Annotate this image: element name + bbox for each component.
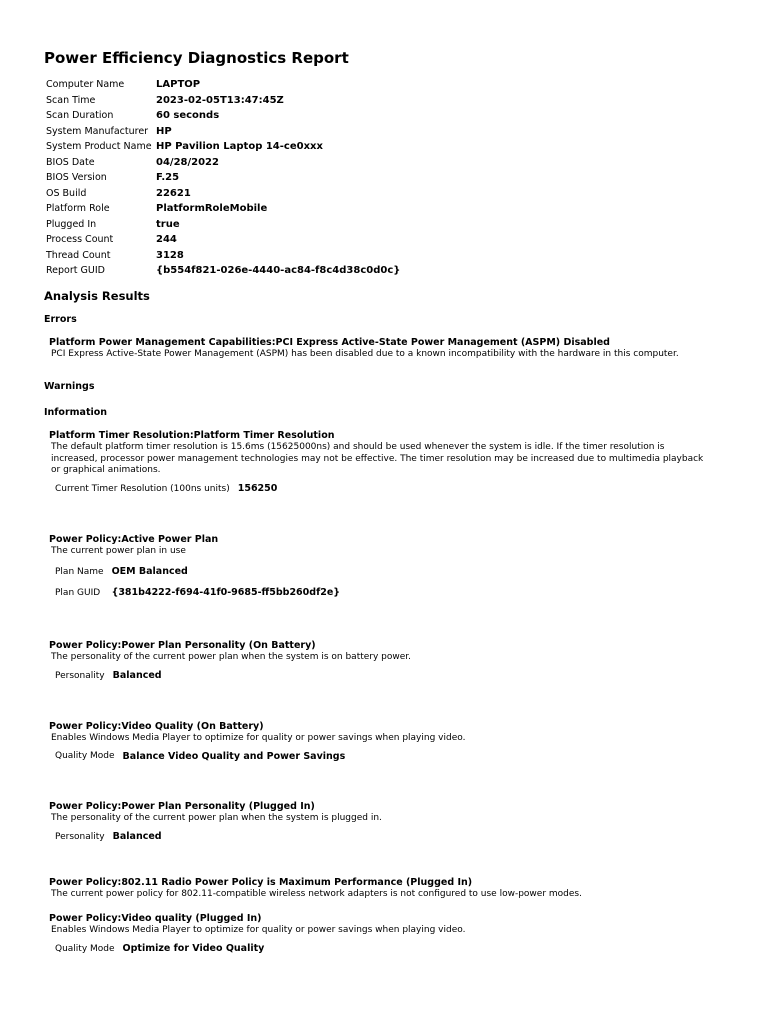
detail-row xyxy=(55,582,340,603)
detail-value: Balanced xyxy=(112,831,162,842)
system-info-value: HP xyxy=(156,125,172,137)
system-info-value: 3128 xyxy=(156,249,184,261)
system-info-label: Scan Time xyxy=(46,94,96,106)
analysis-entry xyxy=(49,912,709,957)
system-info-label: Plugged In xyxy=(46,218,97,230)
entry-description: Enables Windows Media Player to optimize for quality or power savings when playing video. xyxy=(51,732,466,743)
information-heading: Information xyxy=(44,407,108,418)
system-info-label: Report GUID xyxy=(46,265,105,276)
detail-row xyxy=(55,561,340,582)
system-info-row xyxy=(46,263,400,279)
detail-label: Current Timer Resolution (100ns units) xyxy=(55,483,230,494)
detail-label: Plan GUID xyxy=(55,587,101,598)
entry-details-table xyxy=(55,481,277,497)
analysis-entry xyxy=(49,429,709,497)
system-info-value: true xyxy=(156,218,180,230)
entry-description: The current power policy for 802.11-compatible wireless network adapters is not configured to use low-power modes. xyxy=(51,888,582,899)
system-info-row xyxy=(46,77,400,93)
entry-details-table xyxy=(55,668,162,684)
system-info-row xyxy=(46,139,400,155)
entry-details-table xyxy=(55,748,345,764)
entry-title: Power Policy:Video quality (Plugged In) xyxy=(49,913,262,924)
system-info-label: Process Count xyxy=(46,234,114,245)
detail-label: Personality xyxy=(55,670,105,681)
entry-description: Enables Windows Media Player to optimize for quality or power savings when playing video. xyxy=(51,925,466,935)
system-info-label: System Manufacturer xyxy=(46,125,149,137)
analysis-entry xyxy=(49,800,709,845)
system-info-value: 60 seconds xyxy=(156,110,220,121)
detail-value: Optimize for Video Quality xyxy=(122,943,265,954)
entry-details-table xyxy=(55,561,340,603)
system-info-value: 2023-02-05T13:47:45Z xyxy=(156,94,284,106)
system-info-row xyxy=(46,232,400,248)
entry-title: Power Policy:Power Plan Personality (Plugged In) xyxy=(49,801,315,812)
entry-description: The default platform timer resolution is 15.6ms (15625000ns) and should be used whenever the system is idle. If the timer resolution is increased, processor power management technologies may not be effective. The timer resolution may be increased due to multimedia playback or graphical animations. xyxy=(51,442,704,475)
detail-label: Personality xyxy=(55,831,105,842)
system-info-row xyxy=(46,248,400,264)
system-info-value: 04/28/2022 xyxy=(156,156,219,168)
analysis-entry xyxy=(49,336,709,361)
detail-value: 156250 xyxy=(237,483,278,494)
system-info-row xyxy=(46,201,400,217)
entry-description: The current power plan in use xyxy=(51,545,186,556)
entry-description: The personality of the current power plan when the system is plugged in. xyxy=(51,813,382,823)
detail-label: Quality Mode xyxy=(55,943,115,954)
system-info-value: HP Pavilion Laptop 14-ce0xxx xyxy=(156,141,323,152)
analysis-entry xyxy=(49,876,709,901)
detail-label: Quality Mode xyxy=(55,751,115,761)
detail-value: {381b4222-f694-41f0-9685-ff5bb260df2e} xyxy=(111,587,341,598)
system-info-row xyxy=(46,170,400,186)
analysis-entry xyxy=(49,639,709,684)
system-info-label: System Product Name xyxy=(46,141,152,152)
report-title: Power Efficiency Diagnostics Report xyxy=(44,49,349,67)
system-info-table xyxy=(46,77,400,279)
system-info-row xyxy=(46,155,400,171)
system-info-value: PlatformRoleMobile xyxy=(156,203,268,214)
system-info-value: {b554f821-026e-4440-ac84-f8c4d38c0d0c} xyxy=(156,265,401,276)
system-info-label: Computer Name xyxy=(46,79,125,90)
detail-row xyxy=(55,668,162,684)
detail-row xyxy=(55,748,345,764)
system-info-row xyxy=(46,93,400,109)
entry-title: Platform Power Management Capabilities:PCI Express Active-State Power Management (ASPM) Disabled xyxy=(49,336,610,348)
entry-description: PCI Express Active-State Power Management (ASPM) has been disabled due to a known incompatibility with the hardware in this computer. xyxy=(51,348,679,359)
system-info-row xyxy=(46,124,400,140)
system-info-label: BIOS Date xyxy=(46,156,95,168)
system-info-row xyxy=(46,186,400,202)
entry-title: Power Policy:802.11 Radio Power Policy is Maximum Performance (Plugged In) xyxy=(49,876,473,888)
errors-heading: Errors xyxy=(44,313,77,325)
system-info-label: Platform Role xyxy=(46,203,110,214)
system-info-label: OS Build xyxy=(46,187,87,199)
entry-details-table xyxy=(55,941,264,957)
information-list xyxy=(44,429,768,957)
detail-row xyxy=(55,829,162,845)
errors-list xyxy=(44,336,768,361)
detail-row xyxy=(55,941,264,957)
detail-value: OEM Balanced xyxy=(111,566,188,577)
system-info-row xyxy=(46,217,400,233)
system-info-value: F.25 xyxy=(156,172,180,183)
entry-description: The personality of the current power plan when the system is on battery power. xyxy=(51,652,412,662)
entry-title: Power Policy:Video Quality (On Battery) xyxy=(49,720,264,732)
system-info-value: 22621 xyxy=(156,187,191,199)
detail-value: Balance Video Quality and Power Savings xyxy=(122,750,346,762)
detail-value: Balanced xyxy=(112,670,162,681)
warnings-heading: Warnings xyxy=(44,381,95,392)
system-info-row xyxy=(46,108,400,124)
entry-title: Platform Timer Resolution:Platform Timer Resolution xyxy=(49,430,335,441)
system-info-label: Thread Count xyxy=(46,249,111,261)
system-info-label: BIOS Version xyxy=(46,172,107,183)
analysis-results-heading: Analysis Results xyxy=(44,288,150,303)
entry-title: Power Policy:Active Power Plan xyxy=(49,533,219,545)
analysis-entry xyxy=(49,720,709,765)
system-info-label: Scan Duration xyxy=(46,110,114,121)
system-info-value: 244 xyxy=(156,234,177,245)
analysis-entry xyxy=(49,533,709,604)
system-info-value: LAPTOP xyxy=(156,79,201,90)
entry-details-table xyxy=(55,829,162,845)
entry-title: Power Policy:Power Plan Personality (On Battery) xyxy=(49,640,316,651)
detail-label: Plan Name xyxy=(55,566,104,577)
detail-row xyxy=(55,481,277,497)
